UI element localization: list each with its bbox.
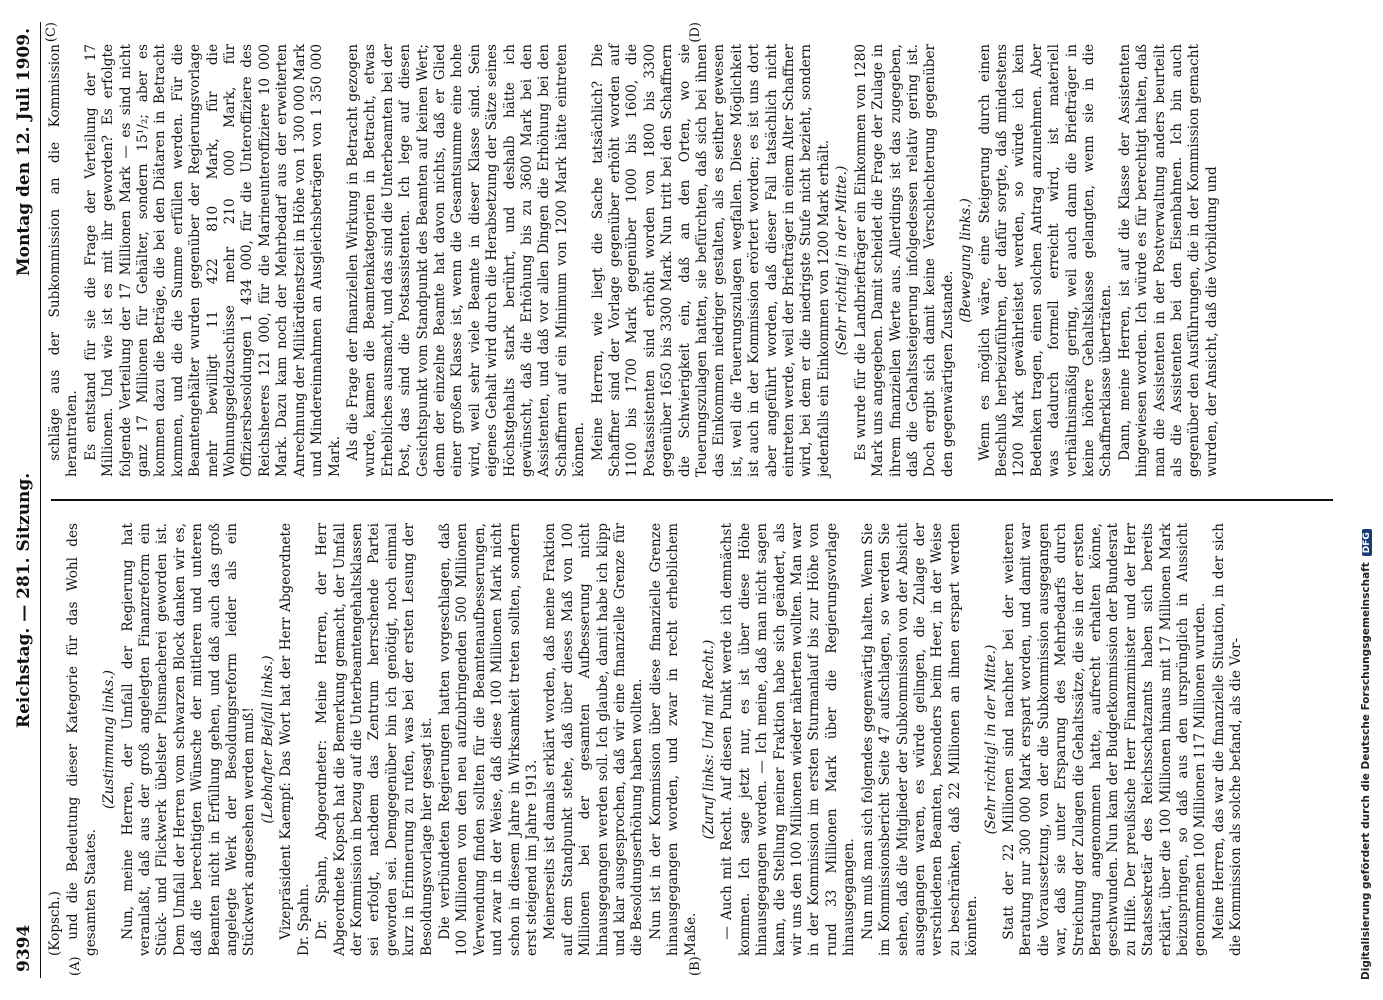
paragraph: Wenn es möglich wäre, eine Steigerung durch einen Beschluß herbeizuführen, der dafür sorgte, daß mindestens 1200 Mark gewährleistet werden, so würde ich kein Bedenken tragen, einen solchen Antrag anzunehmen. Aber was dadurch formell erreicht wird, ist materiell verhältnismäßig gering, weil auch dann die Briefträger in keine höhere Gehaltsklasse gelangten, wenn sie in die Schaffnerklasse überträten.: [976, 44, 1115, 477]
paragraph: (Lebhafter Beifall links.): [259, 655, 276, 824]
paragraph: (Sehr richtig! in der Mitte.): [834, 165, 851, 356]
paragraph: Meinerseits ist damals erklärt worden, daß meine Fraktion auf dem Standpunkt stehe, daß über dieses Maß von 100 Millionen bei der gesamten Aufbesserung nicht hinausgegangen werden soll. Ich glaube, damit habe ich klipp und klar ausgesprochen, daß wir eine finanzielle Grenze für die Besoldungserhöhung haben wollten.: [542, 523, 646, 956]
paragraph: Statt der 22 Millionen sind nachher bei der weiteren Beratung nur 300 000 Mark erspart worden, und damit war die Voraussetzung, von der die Subkommission ausgegangen war, daß sie unter Ersparung des Mehrbedarfs durch Streichung der Zulagen die Gehaltssätze, die sie in der ersten Beratung angenommen hatte, aufrecht erhalten könne, geschwunden. Nun kam der Budgetkommission der Bundesrat zu Hilfe. Der preußische Herr Finanzminister und der Herr Staatssekretär des Reichsschatzamts haben sich bereits erklärt, über die 100 Millionen hinaus mit 17 Millionen Mark beizuspringen, so daß aus den ursprünglich in Aussicht genommenen 100 Millionen 117 Millionen wurden.: [1000, 523, 1209, 956]
page-number: 9394: [14, 924, 34, 972]
paragraph: (Sehr richtig! in der Mitte.): [982, 644, 999, 835]
session-title: Reichstag. — 281. Sitzung.: [14, 472, 34, 729]
paragraph: Es entstand für sie die Frage der Verteilung der 17 Millionen. Und wie ist es mit ihr geworden? Es erfolgte folgende Verteilung der 17 Millionen Mark — es sind nicht ganz 17 Millionen für Gehälter, sondern 15¹/₂; aber es kommen dazu die Beträge, die bei den Diätaren in Betracht kommen, und die die Summe erfüllen werden. Für die Beamtengehälter wurden gegenüber der Regierungsvorlage mehr bewilligt 11 422 810 Mark, für die Wohnungsgeldzuschüsse mehr 210 000 Mark, für Offiziersbesoldungen 1 434 000, für die Unteroffiziere des Reichsheeres 121 000, für die Marineunteroffiziere 10 000 Mark. Dazu kam noch der Mehrbedarf aus der erweiterten Anrechnung der Militärdienstzeit in Höhe von 1 300 000 Mark und Mindereinnahmen an Ausgleichsbeträgen von 1 350 000 Mark.: [82, 44, 343, 477]
paragraph: Als die Frage der finanziellen Wirkung in Betracht gezogen wurde, kamen die Beamtenkategorien in Betracht, etwas Erhebliches ausmacht, und das sind die Unterbeamten bei der Post, das sind die Postassistenten. Ich lege auf diesen Gesichtspunkt vom Standpunkt des Beamten auf keinen Wert; denn der einzelne Beamte hat davon nichts, daß er Glied einer großen Klasse ist, wenn die Gesamtsumme eine hohe wird, weil sehr viele Beamte in dieser Klasse sind. Sein eigenes Gehalt wird durch die Herabsetzung der Sätze seines Höchstgehalts stark berührt, und deshalb hätte ich gewünscht, daß die Erhöhung bis zu 3600 Mark bei den Assistenten, und daß vor allen Dingen die Erhöhung bei den Schaffnern auf ein Minimum von 1200 Mark hätte eintreten können.: [344, 44, 588, 477]
credit-text: Digitalisierung gefördert durch die Deutsche Forschungsgemeinschaft: [1360, 562, 1372, 980]
session-date: Montag den 12. Juli 1909.: [14, 28, 34, 277]
speaker-tag: (Kopsch.): [47, 891, 63, 956]
paragraph: Vizepräsident Kaempf: Das Wort hat der Herr Abgeordnete Dr. Spahn.: [278, 523, 312, 956]
paragraph: — Auch mit Recht. Auf diesen Punkt werde ich demnächst kommen. Ich sage jetzt nur, es ist über diese Höhe hinausgegangen worden. — Ich meine, daß man nicht sagen kann, die Stellung meiner Fraktion habe sich geändert, als wir uns den 100 Millionen wieder näherten wollten. Man war in der Kommission im ersten Sturmanlauf bis zur Höhe von rund 33 Millionen Mark über die Regierungsvorlage hinausgegangen.: [719, 523, 858, 956]
paragraph: Dann, meine Herren, ist auf die Klasse der Assistenten hingewiesen worden. Ich würde es für berechtigt halten, daß man die Assistenten in der Postverwaltung anders beurteilt als die Assistenten bei den Eisenbahnen. Ich bin auch gegenüber den Ausführungen, die in der Kommission gemacht wurden, der Ansicht, daß die Vorbildung und: [1116, 44, 1220, 477]
paragraph: Dr. Spahn, Abgeordneter: Meine Herren, der Herr Abgeordnete Kopsch hat die Bemerkung gemacht, der Umfall der Kommission in bezug auf die Unterbeamtengehaltsklassen sei erfolgt, nachdem das Zentrum herrschende Partei geworden sei. Demgegenüber bin ich genötigt, noch einmal kurz in Erinnerung zu rufen, was bei der ersten Lesung der Besoldungsvorlage hier gesagt ist.: [314, 523, 435, 956]
text-columns: [44, 22, 1337, 978]
paragraph: (Bewegung links.): [958, 198, 975, 323]
paragraph: Die verbündeten Regierungen hatten vorgeschlagen, daß 100 Millionen von den neu aufzubringenden 500 Millionen Verwendung finden sollten für die Beamtenaufbesserungen, und zwar in der Weise, daß diese 100 Millionen Mark nicht schon in diesem Jahre in Wirksamkeit treten sollten, sondern erst steigend im Jahre 1913.: [436, 523, 540, 956]
paragraph: und die Bedeutung dieser Kategorie für das Wohl des gesamten Staates.: [65, 523, 99, 956]
page-header: [14, 22, 41, 978]
right-column: [44, 22, 1337, 499]
left-column: [47, 501, 1337, 978]
dfg-logo: DFG: [1362, 529, 1372, 556]
paragraph: Nun muß man sich folgendes gegenwärtig halten. Wenn Sie im Kommissionsbericht Seite 47 aufschlagen, so werden Sie sehen, daß die Mitglieder der Subkommission von der Absicht ausgegangen waren, es würde gelingen, die Zulage der verschiedenen Beamten, besonders beim Heer, in der Weise zu beschränken, daß 22 Millionen an ihnen erspart werden könnten.: [859, 523, 981, 956]
paragraph: Es wurde für die Landbriefträger ein Einkommen von 1280 Mark uns angegeben. Damit scheidet die Frage der Zulage in ihrem finanziellen Werte aus. Allerdings ist das zugegeben, daß die Gehaltssteigerung infolgedessen relativ gering ist. Doch ergibt sich damit keine Verschlechterung gegenüber den gegenwärtigen Zustande.: [852, 44, 956, 477]
paragraph: Meine Herren, das war die finanzielle Situation, in der sich die Kommission als solche befand, als die Vor-: [1210, 523, 1245, 956]
paragraph: (Zuruf links: Und mit Recht.): [701, 639, 718, 840]
margin-label-d: (D): [688, 22, 703, 43]
paragraph: schläge aus der Subkommission an die Kommission herantraten.: [47, 44, 81, 477]
digitization-credit: [1360, 0, 1380, 1000]
paragraph: (Zustimmung links.): [101, 670, 118, 809]
paragraph: Meine Herren, wie liegt die Sache tatsächlich? Die Schaffner sind der Vorlage gegenüber erhöht worden auf 1100 bis 1700 Mark gegenüber 1000 bis 1600, die Postassistenten sind erhöht worden von 1800 bis 3300 gegenüber 1650 bis 3300 Mark. Nun tritt bei den Schaffnern die Schwierigkeit ein, daß an den Orten, wo sie Teuerungszulagen hatten, sie befürchten, daß sich bei ihnen das Einkommen niedriger gestalten, als es seither gewesen ist, weil die Teuerungszulagen wegfallen. Diese Möglichkeit ist auch in der Kommission erörtert worden; es ist uns dort aber angeführt worden, daß dieser Fall tatsächlich nicht eintreten werde, weil der Briefträger in einem Alter Schaffner wird, bei dem er die niedrigste Stufe nicht bezieht, sondern jedenfalls ein Einkommen von 1200 Mark erhält.: [589, 44, 832, 477]
margin-label-c: (C): [44, 22, 59, 43]
margin-label-a: (A): [68, 956, 83, 976]
margin-label-b: (B): [688, 956, 703, 976]
paragraph: Nun, meine Herren, der Umfall der Regierung hat veranlaßt, daß aus der groß angelegten Finanzreform ein Stück- und Flickwerk übelster Plusmacherei geworden ist. Dem Umfall der Herren vom schwarzen Block danken wir es, daß die berechtigten Wünsche der mittleren und unteren Beamten nicht in Erfüllung gehen, und daß auch das groß angelegte Werk der Besoldungsreform leider als ein Stückwerk angesehen werden muß!: [119, 523, 258, 956]
paragraph: Nun ist in der Kommission über diese finanzielle Grenze hinausgegangen worden, und zwar in recht erheblichem Maße.: [647, 523, 699, 956]
